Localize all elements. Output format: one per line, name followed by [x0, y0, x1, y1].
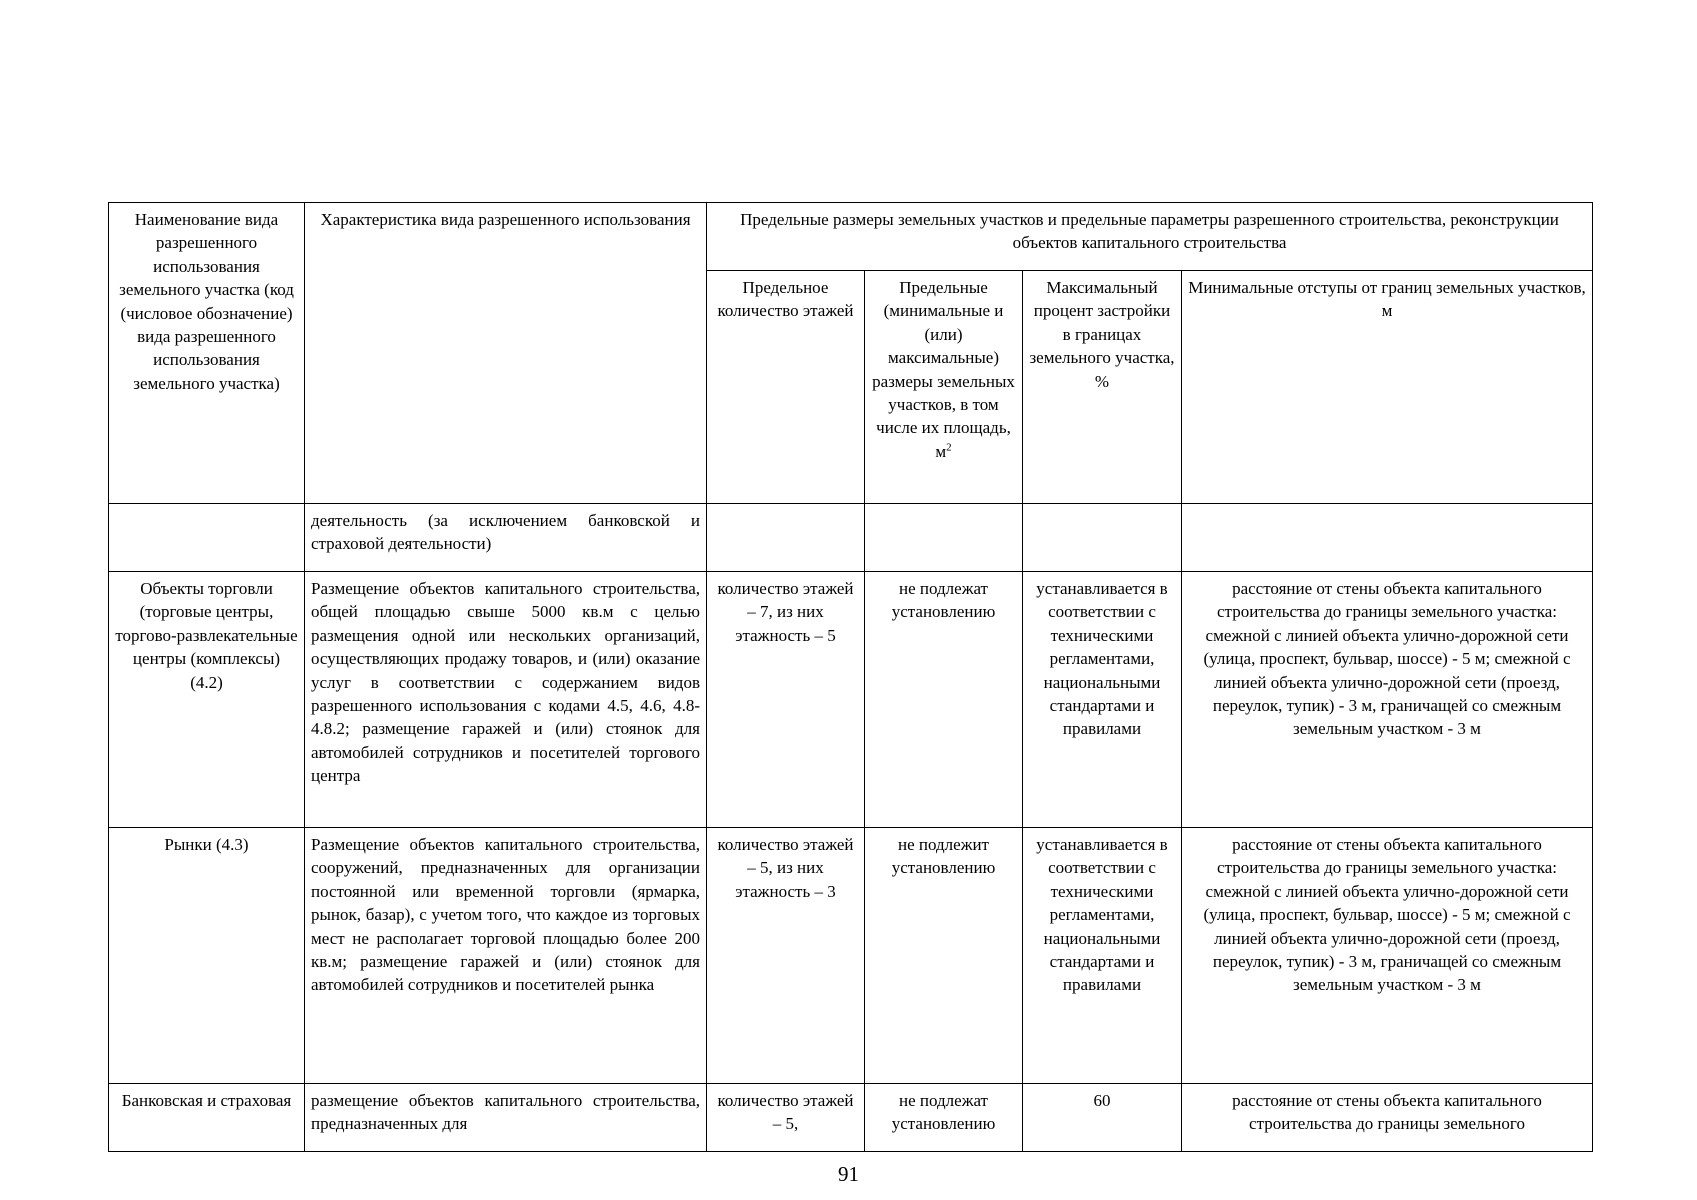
- cell-coverage: устанавливается в соответствии с техническими регламентами, национальными стандартами и правилами: [1023, 828, 1182, 1084]
- cell-plot-size: не подлежат установлению: [865, 572, 1023, 828]
- cell-coverage: устанавливается в соответствии с техническими регламентами, национальными стандартами и правилами: [1023, 572, 1182, 828]
- header-coverage: Максимальный процент застройки в границах земельного участка, %: [1023, 271, 1182, 504]
- cell-setbacks: расстояние от стены объекта капитального строительства до границы земельного: [1182, 1084, 1593, 1152]
- table-header-row: [109, 203, 1593, 271]
- cell-coverage: 60: [1023, 1084, 1182, 1152]
- table-row: [109, 1084, 1593, 1152]
- cell-characteristic: Размещение объектов капитального строительства, сооружений, предназначенных для организации постоянной или временной торговли (ярмарка, рынок, базар), с учетом того, что каждое из торговых мест не располагает торговой площадью более 200 кв.м; размещение гаражей и (или) стоянок для автомобилей сотрудников и посетителей рынка: [305, 828, 707, 1084]
- table-row: [109, 828, 1593, 1084]
- header-characteristic: Характеристика вида разрешенного использования: [305, 203, 707, 504]
- header-name: Наименование вида разрешенного использования земельного участка (код (числовое обозначение) вида разрешенного использования земельного участка): [109, 203, 305, 504]
- cell-name: Банковская и страховая: [109, 1084, 305, 1152]
- cell-characteristic: Размещение объектов капитального строительства, общей площадью свыше 5000 кв.м с целью размещения одной или нескольких организаций, осуществляющих продажу товаров, и (или) оказание услуг в соответствии с содержанием видов разрешенного использования с кодами 4.5, 4.6, 4.8-4.8.2; размещение гаражей и (или) стоянок для автомобилей сотрудников и посетителей торгового центра: [305, 572, 707, 828]
- table-row: [109, 504, 1593, 572]
- header-limits-group: Предельные размеры земельных участков и предельные параметры разрешенного строительства, реконструкции объектов капитального строительства: [707, 203, 1593, 271]
- cell-floors: количество этажей – 5, из них этажность – 3: [707, 828, 865, 1084]
- cell-plot-size: не подлежит установлению: [865, 828, 1023, 1084]
- page-number: 91: [838, 1162, 859, 1186]
- header-plot-size-text: Предельные (минимальные и (или) максимальные) размеры земельных участков, в том числе их площадь, м: [872, 278, 1015, 461]
- land-use-regulations-table: [108, 202, 1593, 1152]
- table-row: [109, 572, 1593, 828]
- cell-name: [109, 504, 305, 572]
- header-floors: Предельное количество этажей: [707, 271, 865, 504]
- cell-characteristic: размещение объектов капитального строительства, предназначенных для: [305, 1084, 707, 1152]
- cell-plot-size: не подлежат установлению: [865, 1084, 1023, 1152]
- header-setbacks: Минимальные отступы от границ земельных участков, м: [1182, 271, 1593, 504]
- cell-name: Рынки (4.3): [109, 828, 305, 1084]
- cell-characteristic: деятельность (за исключением банковской и страховой деятельности): [305, 504, 707, 572]
- cell-setbacks: [1182, 504, 1593, 572]
- cell-floors: количество этажей – 7, из них этажность – 5: [707, 572, 865, 828]
- cell-setbacks: расстояние от стены объекта капитального строительства до границы земельного участка: смежной с линией объекта улично-дорожной сети (улица, проспект, бульвар, шоссе) - 5 м; смежной с линией объекта улично-дорожной сети (проезд, переулок, тупик) - 3 м, граничащей со смежным земельным участком - 3 м: [1182, 572, 1593, 828]
- cell-floors: [707, 504, 865, 572]
- header-plot-size-superscript: 2: [946, 441, 952, 454]
- cell-name: Объекты торговли (торговые центры, торгово-развлекательные центры (комплексы) (4.2): [109, 572, 305, 828]
- cell-plot-size: [865, 504, 1023, 572]
- cell-floors: количество этажей – 5,: [707, 1084, 865, 1152]
- header-plot-size: [865, 271, 1023, 504]
- cell-coverage: [1023, 504, 1182, 572]
- cell-setbacks: расстояние от стены объекта капитального строительства до границы земельного участка: смежной с линией объекта улично-дорожной сети (улица, проспект, бульвар, шоссе) - 5 м; смежной с линией объекта улично-дорожной сети (проезд, переулок, тупик) - 3 м, граничащей со смежным земельным участком - 3 м: [1182, 828, 1593, 1084]
